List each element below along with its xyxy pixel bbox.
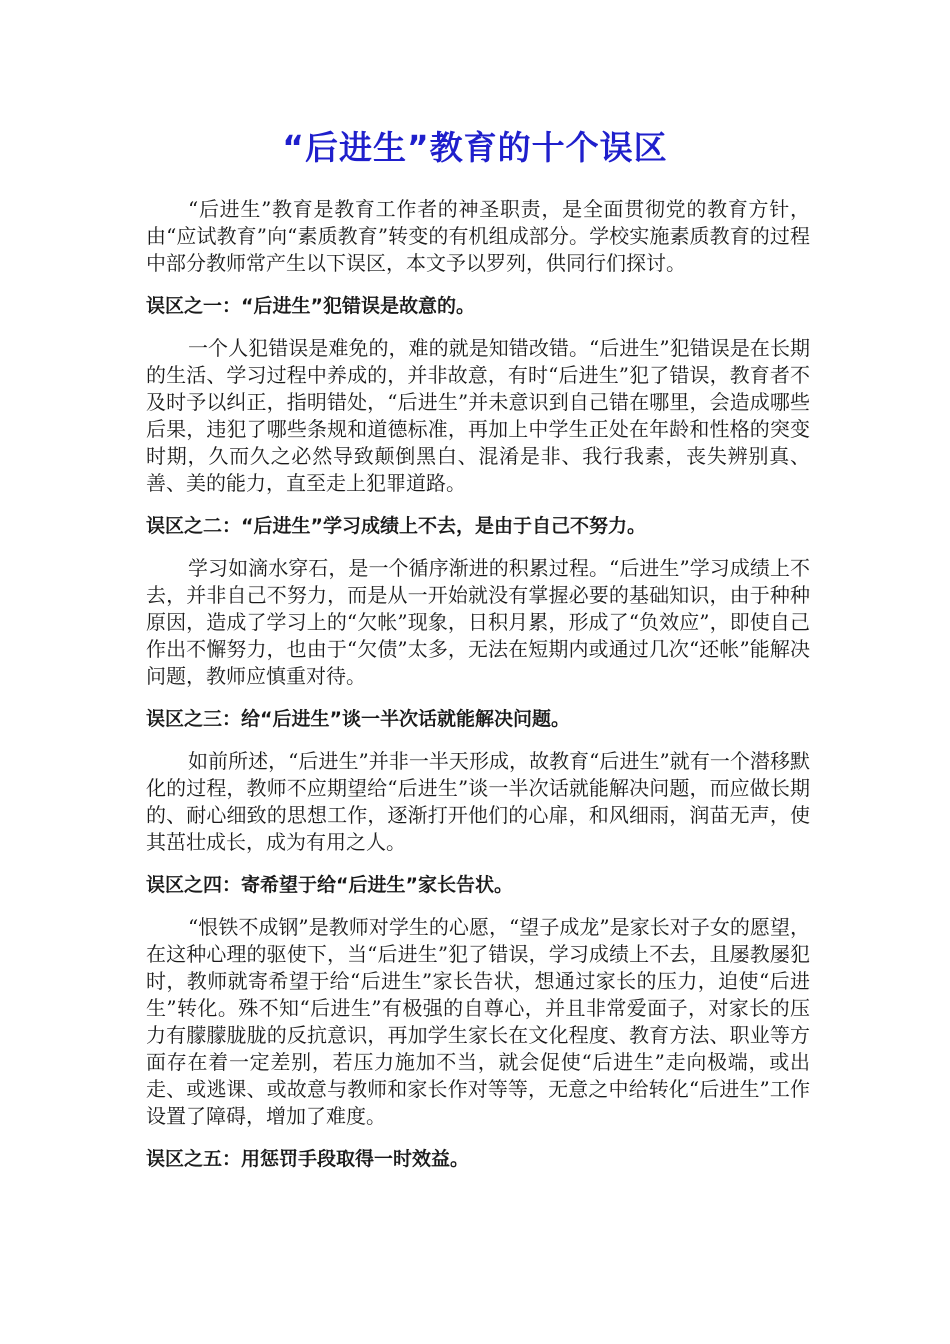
- section-body-1: 一个人犯错误是难免的，难的就是知错改错。“后进生”犯错误是在长期的生活、学习过程中养成的，并非故意，有时“后进生”犯了错误，教育者不及时予以纠正，指明错处，“后进生”并未意识到自己错在哪里，会造成哪些后果，违犯了哪些条规和道德标准，再加上中学生正处在年龄和性格的突变时期，久而久之必然导致颠倒黑白、混淆是非、我行我素，丧失辨别真、善、美的能力，直至走上犯罪道路。: [146, 336, 810, 495]
- section-heading-2: 误区之二：“后进生”学习成绩上不去，是由于自己不努力。: [146, 515, 646, 537]
- document-body: [146, 196, 810, 1188]
- section-heading-1: 误区之一：“后进生”犯错误是故意的。: [146, 295, 475, 317]
- page-title: “后进生”教育的十个误区: [282, 128, 668, 167]
- section-heading-3: 误区之三：给“后进生”谈一半次话就能解决问题。: [146, 708, 570, 730]
- section-heading-5: 误区之五：用惩罚手段取得一时效益。: [146, 1148, 470, 1170]
- intro-paragraph: “后进生”教育是教育工作者的神圣职责，是全面贯彻党的教育方针，由“应试教育”向“素质教育”转变的有机组成部分。学校实施素质教育的过程中部分教师常产生以下误区，本文予以罗列，供同行们探讨。: [146, 197, 810, 275]
- section-body-3: 如前所述，“后进生”并非一半天形成，故教育“后进生”就有一个潜移默化的过程，教师不应期望给“后进生”谈一半次话就能解决问题，而应做长期的、耐心细致的思想工作，逐渐打开他们的心扉，和风细雨，润苗无声，使其茁壮成长，成为有用之人。: [146, 749, 810, 854]
- section-body-2: 学习如滴水穿石，是一个循序渐进的积累过程。“后进生”学习成绩上不去，并非自己不努力，而是从一开始就没有掌握必要的基础知识，由于种种原因，造成了学习上的“欠帐”现象，日积月累，形成了“负效应”，即使自己作出不懈努力，也由于“欠债”太多，无法在短期内或通过几次“还帐”能解决问题，教师应慎重对待。: [146, 556, 810, 688]
- section-body-4: “恨铁不成钢”是教师对学生的心愿，“望子成龙”是家长对子女的愿望，在这种心理的驱使下，当“后进生”犯了错误，学习成绩上不去，且屡教屡犯时，教师就寄希望于给“后进生”家长告状，想通过家长的压力，迫使“后进生”转化。殊不知“后进生”有极强的自尊心，并且非常爱面子，对家长的压力有朦朦胧胧的反抗意识，再加学生家长在文化程度、教育方法、职业等方面存在着一定差别，若压力施加不当，就会促使“后进生”走向极端，或出走、或逃课、或故意与教师和家长作对等等，无意之中给转化“后进生”工作设置了障碍，增加了难度。: [146, 915, 810, 1128]
- section-heading-4: 误区之四：寄希望于给“后进生”家长告状。: [146, 874, 513, 896]
